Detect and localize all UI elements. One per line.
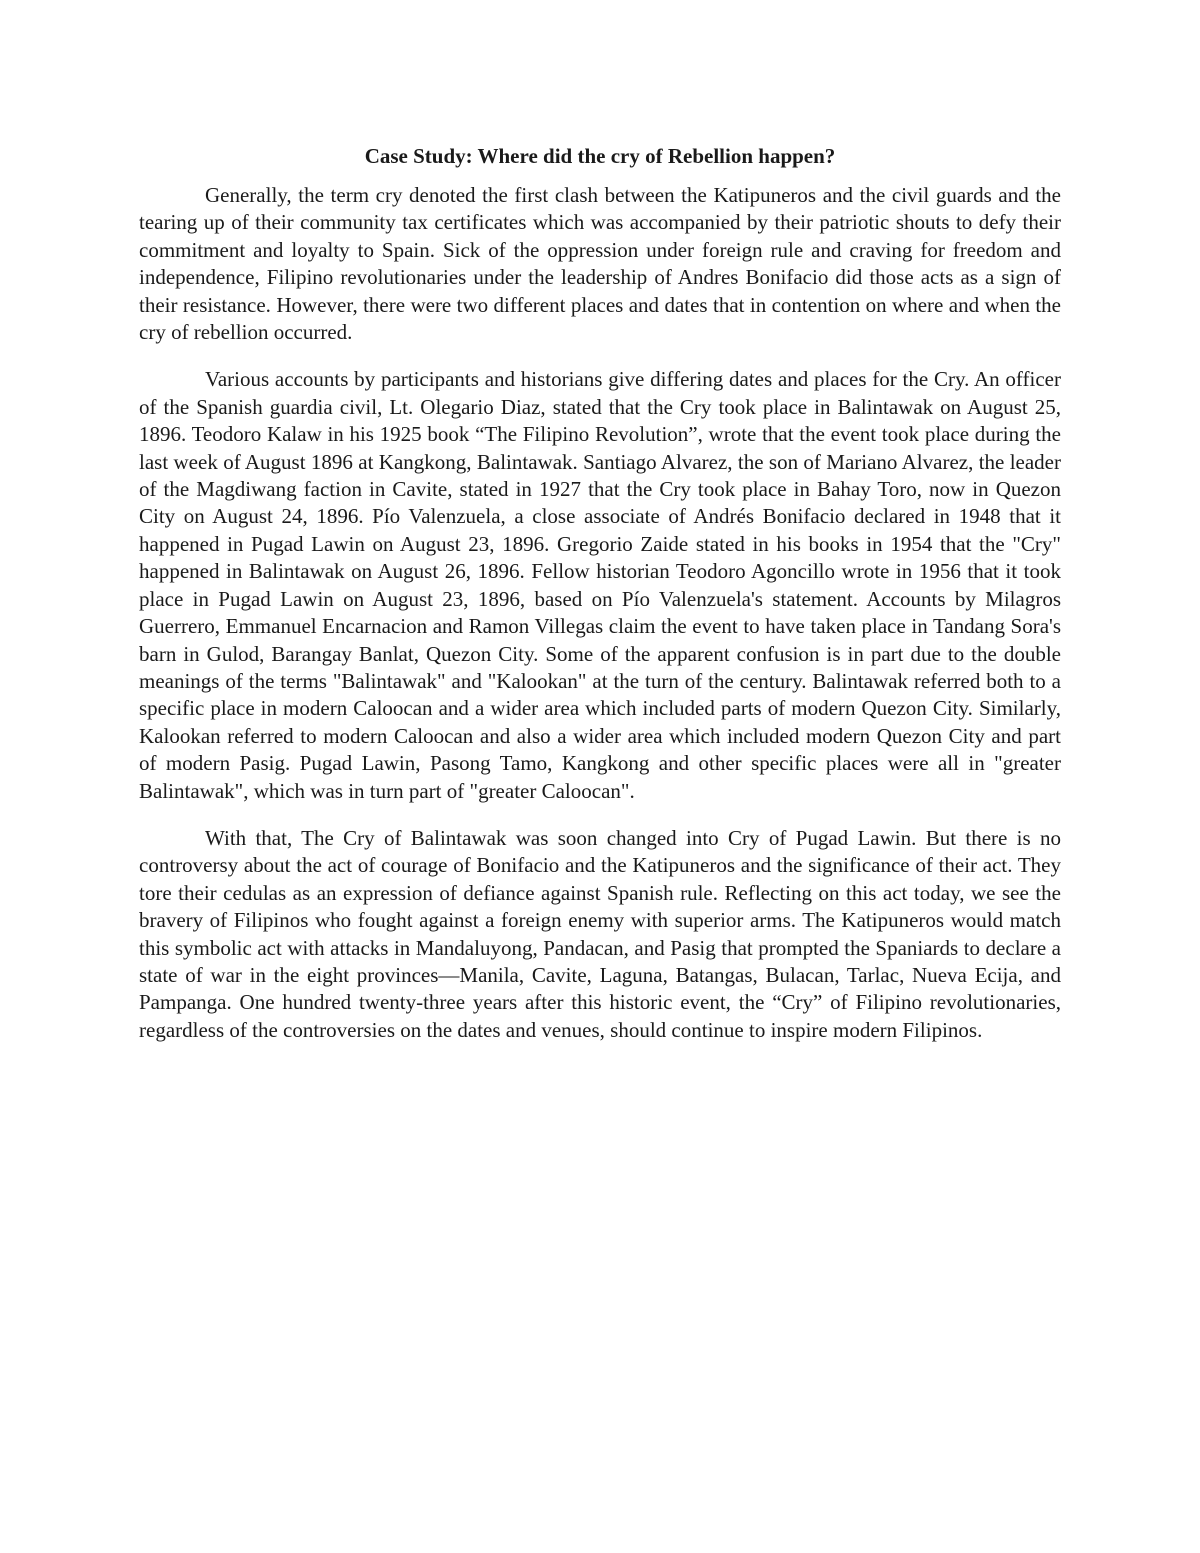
document-body [139,143,1061,1064]
paragraph-conclusion: With that, The Cry of Balintawak was soon changed into Cry of Pugad Lawin. But there is no controversy about the act of courage of Bonifacio and the Katipuneros and the significance of their act. They tore their cedulas as an expression of defiance against Spanish rule. Reflecting on this act today, we see the bravery of Filipinos who fought against a foreign enemy with superior arms. The Katipuneros would match this symbolic act with attacks in Mandaluyong, Pandacan, and Pasig that prompted the Spaniards to declare a state of war in the eight provinces—Manila, Cavite, Laguna, Batangas, Bulacan, Tarlac, Nueva Ecija, and Pampanga. One hundred twenty-three years after this historic event, the “Cry” of Filipino revolutionaries, regardless of the controversies on the dates and venues, should continue to inspire modern Filipinos. [139,825,1061,1042]
paragraph-accounts: Various accounts by participants and historians give differing dates and places for the Cry. An officer of the Spanish guardia civil, Lt. Olegario Diaz, stated that the Cry took place in Balintawak on August 25, 1896. Teodoro Kalaw in his 1925 book “The Filipino Revolution”, wrote that the event took place during the last week of August 1896 at Kangkong, Balintawak. Santiago Alvarez, the son of Mariano Alvarez, the leader of the Magdiwang faction in Cavite, stated in 1927 that the Cry took place in Bahay Toro, now in Quezon City on August 24, 1896. Pío Valenzuela, a close associate of Andrés Bonifacio declared in 1948 that it happened in Pugad Lawin on August 23, 1896. Gregorio Zaide stated in his books in 1954 that the "Cry" happened in Balintawak on August 26, 1896. Fellow historian Teodoro Agoncillo wrote in 1956 that it took place in Pugad Lawin on August 23, 1896, based on Pío Valenzuela's statement. Accounts by Milagros Guerrero, Emmanuel Encarnacion and Ramon Villegas claim the event to have taken place in Tandang Sora's barn in Gulod, Barangay Banlat, Quezon City. Some of the apparent confusion is in part due to the double meanings of the terms "Balintawak" and "Kalookan" at the turn of the century. Balintawak referred both to a specific place in modern Caloocan and a wider area which included parts of modern Quezon City. Similarly, Kalookan referred to modern Caloocan and also a wider area which included modern Quezon City and part of modern Pasig. Pugad Lawin, Pasong Tamo, Kangkong and other specific places were all in "greater Balintawak", which was in turn part of "greater Caloocan". [139,367,1061,803]
paragraph-intro: Generally, the term cry denoted the first clash between the Katipuneros and the civil guards and the tearing up of their community tax certificates which was accompanied by their patriotic shouts to defy their commitment and loyalty to Spain. Sick of the oppression under foreign rule and craving for freedom and independence, Filipino revolutionaries under the leadership of Andres Bonifacio did those acts as a sign of their resistance. However, there were two different places and dates that in contention on where and when the cry of rebellion occurred. [139,183,1061,345]
document-title: Case Study: Where did the cry of Rebellion happen? [364,144,836,168]
